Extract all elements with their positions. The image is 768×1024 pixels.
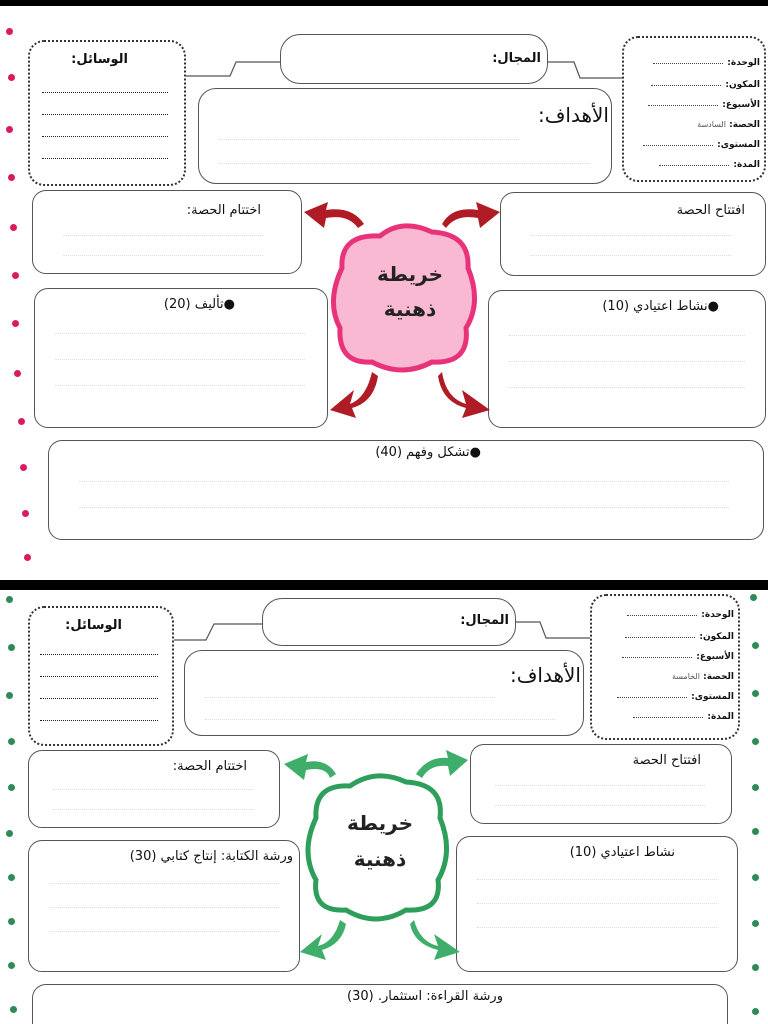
domain-label: المجال:: [460, 613, 509, 628]
worksheet-top: [0, 6, 768, 580]
opening-label: افتتاح الحصة: [632, 753, 701, 768]
objectives-label: الأهداف:: [509, 663, 581, 687]
domain-label: المجال:: [492, 51, 541, 66]
closing-label: اختتام الحصة:: [172, 759, 247, 774]
info-row: الوحدة:: [653, 58, 760, 68]
info-row: المستوى:: [617, 692, 734, 702]
objectives-label: الأهداف:: [537, 103, 609, 127]
routine-activity-label: نشاط اعتيادي (10): [569, 845, 675, 860]
arrow-up-left-icon: [284, 754, 336, 780]
writing-workshop-label: ورشة الكتابة: إنتاج كتابي (30): [129, 849, 293, 864]
arrow-down-left-icon: [330, 372, 378, 418]
info-row: المكون:: [625, 632, 734, 642]
center-title-line1: خريطة: [377, 262, 443, 286]
mind-map-graphic: [0, 590, 768, 1024]
info-row: الوحدة:: [627, 610, 734, 620]
info-row: المستوى:: [643, 140, 760, 150]
opening-label: افتتاح الحصة: [676, 203, 745, 218]
arrow-down-right-icon: [438, 372, 490, 418]
reading-workshop-label: ورشة القراءة: استثمار. (30): [347, 989, 503, 1004]
arrow-up-right-icon: [442, 202, 500, 228]
info-row: الحصة: الخامسة: [671, 672, 734, 682]
arrow-up-left-icon: [304, 202, 364, 228]
closing-label: اختتام الحصة:: [186, 203, 261, 218]
arrow-up-right-icon: [416, 750, 468, 778]
info-row: الأسبوع:: [622, 652, 734, 662]
composition-label: ●تأليف (20): [163, 297, 235, 312]
center-title-line1: خريطة: [347, 811, 413, 835]
comprehension-label: ●تشكل وفهم (40): [375, 445, 481, 460]
center-title-line2: ذهنية: [383, 297, 437, 321]
routine-activity-label: ●نشاط اعتيادي (10): [602, 299, 719, 314]
arrow-down-left-icon: [300, 920, 346, 960]
arrow-down-right-icon: [410, 920, 460, 960]
info-row: الحصة: السادسة: [697, 120, 760, 130]
resources-label: الوسائل:: [65, 618, 122, 633]
mind-map-graphic: [0, 6, 768, 580]
info-row: الأسبوع:: [648, 100, 760, 110]
worksheet-bottom: [0, 590, 768, 1024]
info-row: المكون:: [651, 80, 760, 90]
center-title-line2: ذهنية: [353, 847, 407, 871]
resources-label: الوسائل:: [71, 52, 128, 67]
info-row: المدة:: [659, 160, 760, 170]
info-row: المدة:: [633, 712, 734, 722]
